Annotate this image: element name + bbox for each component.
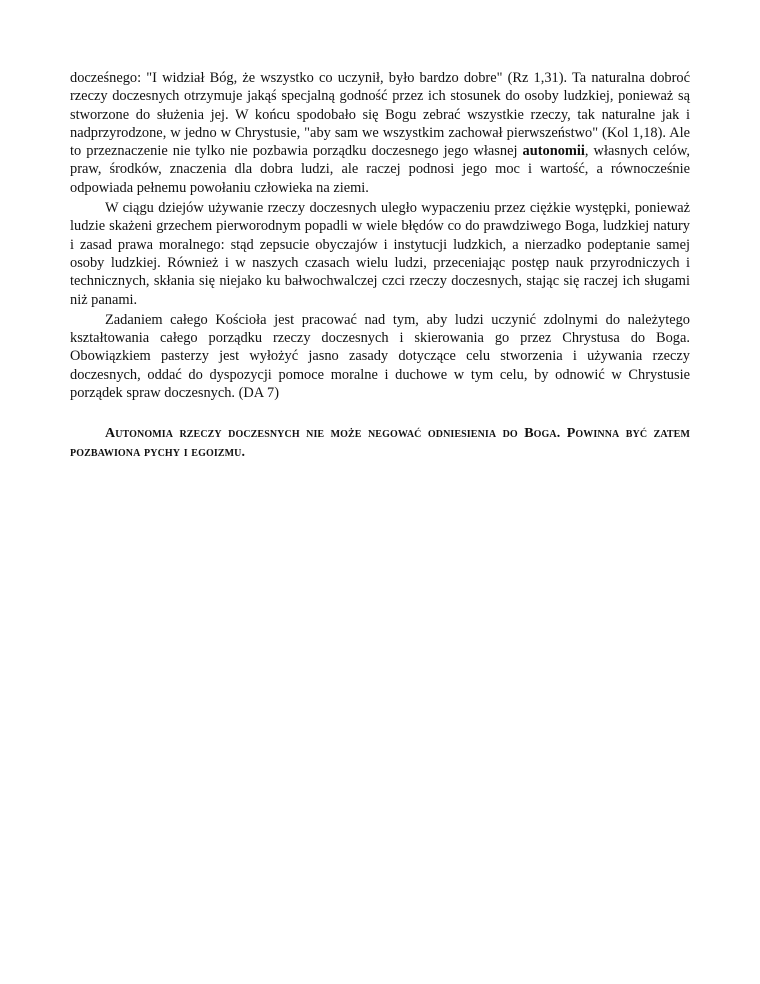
paragraph-1-bold-term: autonomii: [522, 143, 585, 160]
document-body: [70, 69, 690, 462]
paragraph-1: [70, 69, 690, 197]
paragraph-2: W ciągu dziejów używanie rzeczy doczesnych uległo wypaczeniu przez ciężkie występki, ponieważ ludzie skażeni grzechem pierworodnym popadli w wiele błędów co do prawdziwego Boga, ludzkiej natury i zasad prawa moralnego: stąd zepsucie obyczajów i instytucji ludzkich, a nierzadko podeptanie samej osoby ludzkiej. Również i w naszych czasach wielu ludzi, przeceniając postęp nauk przyrodniczych i technicznych, skłania się niejako ku bałwochwalczej czci rzeczy doczesnych, stając się raczej ich sługami niż panami.: [70, 200, 690, 308]
paragraph-1-text-after: , własnych celów, praw, środków, znaczenia dla dobra ludzi, ale raczej podnosi jego moc i wartość, a równocześnie odpowiada pełnemu powołaniu człowieka na ziemi.: [70, 143, 690, 196]
paragraph-3: Zadaniem całego Kościoła jest pracować nad tym, aby ludzi uczynić zdolnymi do należytego kształtowania całego porządku rzeczy doczesnych i skierowania go przez Chrystusa do Boga. Obowiązkiem pasterzy jest wyłożyć jasno zasady dotyczące celu stworzenia i używania rzeczy doczesnych, oddać do dyspozycji pomoce moralne i duchowe w tym celu, by odnowić w Chrystusie porządek spraw doczesnych. (DA 7): [70, 311, 690, 402]
section-heading: Autonomia rzeczy doczesnych nie może negować odniesienia do Boga. Powinna być zatem pozbawiona pychy i egoizmu.: [70, 426, 690, 461]
paragraph-1-text-before: docześnego: "I widział Bóg, że wszystko co uczynił, było bardzo dobre" (Rz 1,31). Ta naturalna dobroć rzeczy doczesnych otrzymuje jakąś specjalną godność przez ich stosunek do osoby ludzkiej, ponieważ są stworzone do służenia jej. W końcu spodobało się Bogu zebrać wszystkie rzeczy, tak naturalne jak i nadprzyrodzone, w jedno w Chrystusie, "aby sam we wszystkim zachował pierwszeństwo" (Kol 1,18). Ale to przeznaczenie nie tylko nie pozbawia porządku doczesnego jego własnej: [70, 70, 690, 160]
